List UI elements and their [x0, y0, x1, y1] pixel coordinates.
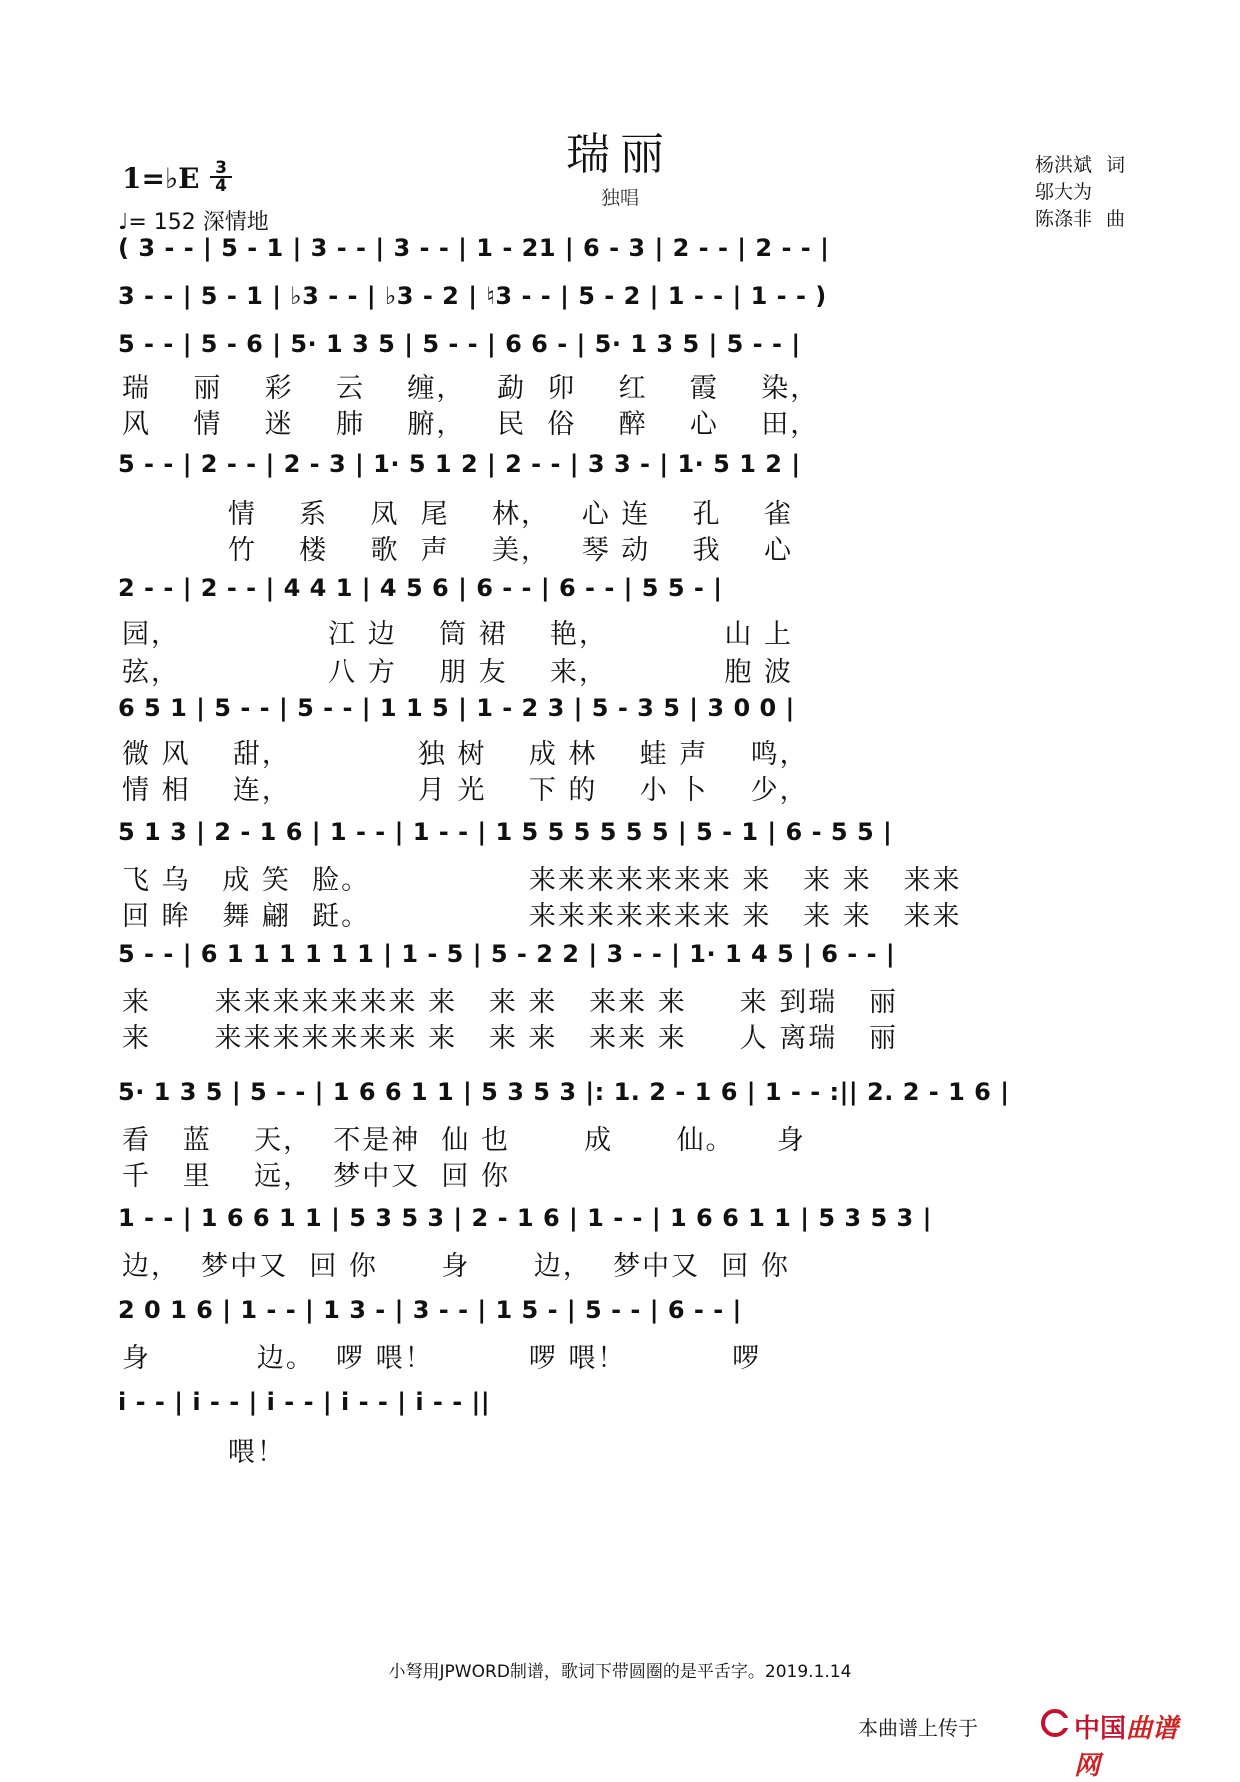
credit-role: 曲 — [1106, 208, 1126, 230]
lyric-line: 微 风 甜， 独 树 成 林 蛙 声 鸣， — [122, 739, 809, 770]
lyric-line: 看 蓝 天， 不是神 仙 也 成 仙。 身 — [122, 1125, 806, 1156]
notation-line: 5 - - | 6 1 1 1 1 1 1 | 1 - 5 | 5 - 2 2 | 3 - - | 1· 1 4 5 | 6 - - | — [118, 940, 896, 968]
notation-line: 5 1 3 | 2 - 1 6 | 1 - - | 1 - - | 1 5 5 5 5 5 5 | 5 - 1 | 6 - 5 5 | — [118, 818, 893, 846]
credit-role: 词 — [1106, 154, 1126, 176]
page-title: 瑞丽 — [566, 129, 674, 180]
lyric-line: 喂！ — [122, 1437, 286, 1468]
logo-text-part2: 曲谱网 — [1074, 1714, 1179, 1781]
time-signature — [210, 160, 232, 194]
notation-line: 2 0 1 6 | 1 - - | 1 3 - | 3 - - | 1 5 - | 5 - - | 6 - - | — [118, 1296, 742, 1324]
subtitle: 独唱 — [600, 187, 639, 209]
time-sig-bottom: 4 — [215, 176, 227, 196]
notation-line: i - - | i - - | i - - | i - - | i - - || — [118, 1388, 491, 1416]
credit-role — [1106, 179, 1128, 206]
key-signature: 1=♭E — [122, 162, 200, 195]
notation-line: 3 - - | 5 - 1 | ♭3 - - | ♭3 - 2 | ♮3 - - | 5 - 2 | 1 - - | 1 - - ) — [118, 282, 827, 310]
lyric-line: 千 里 远， 梦中又 回 你 — [122, 1161, 510, 1192]
lyric-line: 情 相 连， 月 光 下 的 小 卜 少， — [122, 775, 809, 806]
lyric-line: 情 系 凤 尾 林， 心 连 孔 雀 — [122, 499, 793, 530]
lyric-line: 飞 乌 成 笑 脸。 来来来来来来来 来 来 来 来来 — [122, 865, 962, 896]
time-sig-top: 3 — [210, 160, 232, 178]
lyric-line: 竹 楼 歌 声 美， 琴 动 我 心 — [122, 535, 793, 566]
notation-line: ( 3 - - | 5 - 1 | 3 - - | 3 - - | 1 - 21 | 6 - 3 | 2 - - | 2 - - | — [118, 234, 830, 262]
lyric-line: 风 情 迷 肺 腑， 民 俗 醉 心 田， — [122, 409, 820, 440]
footer-note: 小弩用JPWORD制谱，歌词下带圆圈的是平舌字。2019.1.14 — [388, 1662, 852, 1682]
notation-line: 1 - - | 1 6 6 1 1 | 5 3 5 3 | 2 - 1 6 | 1 - - | 1 6 6 1 1 | 5 3 5 3 | — [118, 1204, 932, 1232]
notation-line: 2 - - | 2 - - | 4 4 1 | 4 5 6 | 6 - - | 6 - - | 5 5 - | — [118, 574, 723, 602]
lyric-line: 身 边。 啰 喂！ 啰 喂！ 啰 — [122, 1343, 762, 1374]
notation-line: 5· 1 3 5 | 5 - - | 1 6 6 1 1 | 5 3 5 3 |: 1. 2 - 1 6 | 1 - - :|| 2. 2 - 1 6 | — [118, 1078, 1010, 1106]
credit-row — [1035, 179, 1128, 206]
lyric-line: 来 来来来来来来来 来 来 来 来来 来 人 离瑞 丽 — [122, 1023, 898, 1054]
credit-names: 邬大为 — [1034, 181, 1092, 203]
lyric-line: 园， 江 边 筒 裙 艳， 山 上 — [122, 619, 793, 650]
tempo-marking: ♩= 152 深情地 — [118, 210, 269, 235]
upload-note: 本曲谱上传于 — [858, 1716, 978, 1740]
lyric-line: 回 眸 舞 翩 跹。 来来来来来来来 来 来 来 来来 — [122, 901, 962, 932]
site-logo[interactable] — [1040, 1706, 1202, 1781]
lyric-line: 瑞 丽 彩 云 缠， 勐 卯 红 霞 染， — [122, 373, 820, 404]
logo-mark-icon — [1040, 1708, 1070, 1738]
lyric-line: 边， 梦中又 回 你 身 边， 梦中又 回 你 — [122, 1251, 790, 1282]
notation-line: 6 5 1 | 5 - - | 5 - - | 1 1 5 | 1 - 2 3 | 5 - 3 5 | 3 0 0 | — [118, 694, 795, 722]
logo-text-part1: 中国 — [1074, 1714, 1127, 1744]
credits — [1035, 152, 1128, 233]
notation-line: 5 - - | 2 - - | 2 - 3 | 1· 5 1 2 | 2 - - | 3 3 - | 1· 5 1 2 | — [118, 450, 801, 478]
credit-names: 杨洪斌 — [1034, 154, 1092, 176]
credit-names: 陈涤非 — [1034, 208, 1092, 230]
notation-line: 5 - - | 5 - 6 | 5· 1 3 5 | 5 - - | 6 6 - | 5· 1 3 5 | 5 - - | — [118, 330, 801, 358]
logo-text — [1074, 1708, 1202, 1782]
credit-row — [1035, 206, 1128, 233]
lyric-line: 弦， 八 方 朋 友 来， 胞 波 — [122, 657, 793, 688]
lyric-line: 来 来来来来来来来 来 来 来 来来 来 来 到瑞 丽 — [122, 987, 898, 1018]
credit-row — [1035, 152, 1128, 179]
